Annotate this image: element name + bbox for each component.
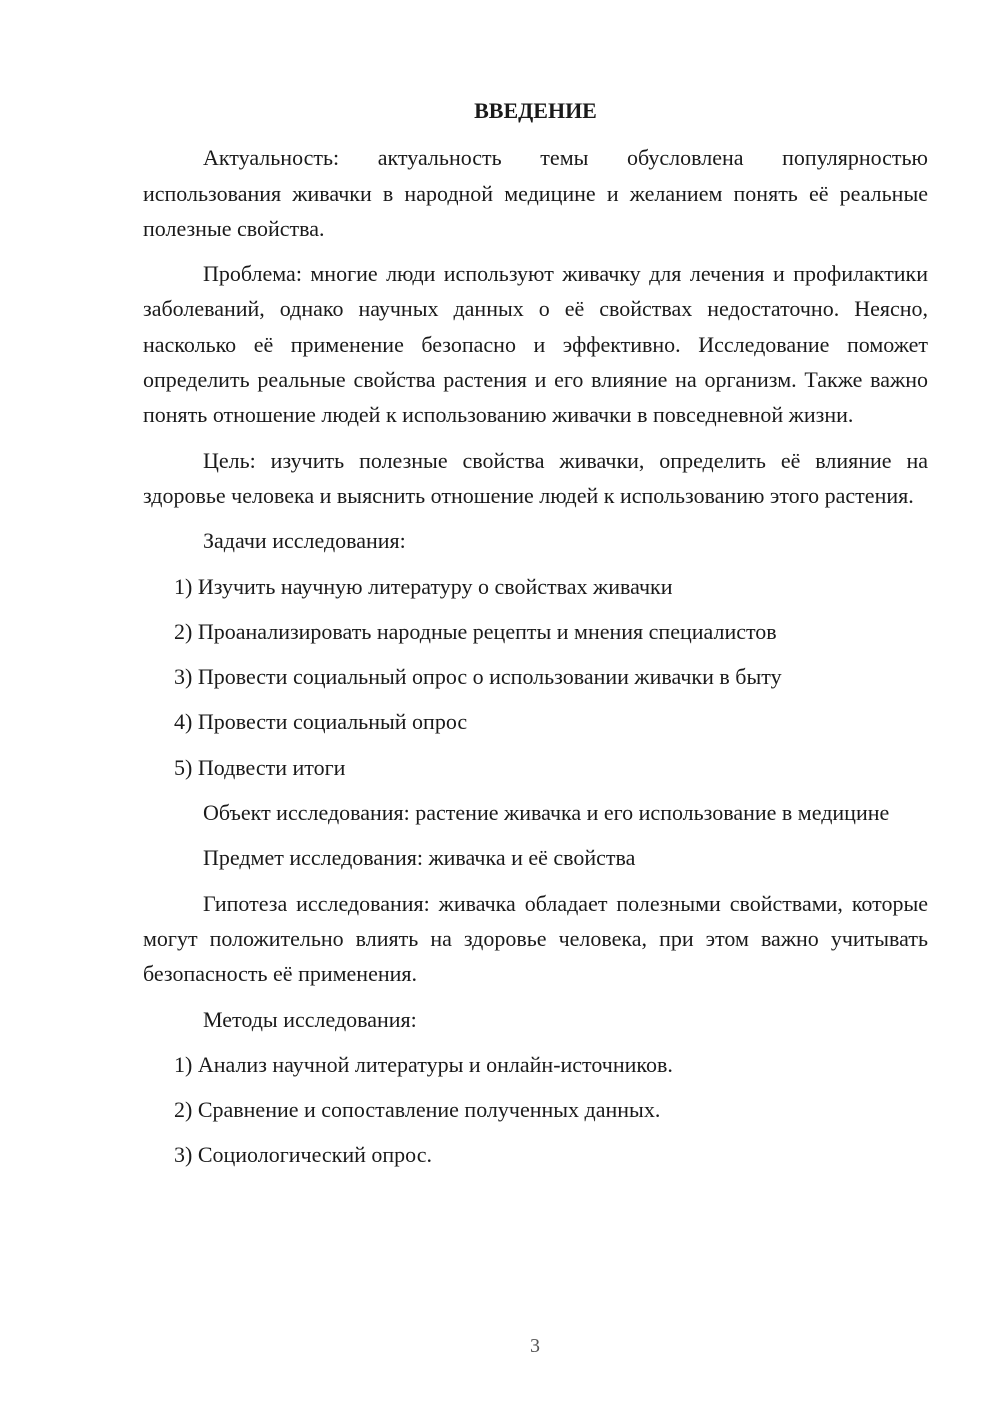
methods-title: Методы исследования: [203,1006,417,1032]
page-number: 3 [530,1335,540,1357]
relevance-paragraph: Актуальность: актуальность темы обусловлена популярностью использования живачки в народной медицине и желанием понять её реальные полезные свойства. [143,145,928,241]
tasks-title: Задачи исследования: [203,528,406,554]
task-item: 4) Провести социальный опрос [174,709,468,735]
goal-paragraph: Цель: изучить полезные свойства живачки, определить её влияние на здоровье человека и выяснить отношение людей к использованию этого растения. [143,447,928,508]
task-item: 2) Проанализировать народные рецепты и мнения специалистов [174,618,777,644]
method-item: 1) Анализ научной литературы и онлайн-источников. [174,1051,673,1077]
task-item: 3) Провести социальный опрос о использовании живачки в быту [174,664,782,690]
task-item: 5) Подвести итоги [174,754,346,780]
section-heading: ВВЕДЕНИЕ [474,98,597,123]
subject-paragraph: Предмет исследования: живачка и её свойства [203,845,636,871]
hypothesis-paragraph: Гипотеза исследования: живачка обладает полезными свойствами, которые могут положительно влиять на здоровье человека, при этом важно учитывать безопасность её применения. [143,890,928,987]
page-content [143,93,928,1183]
method-item: 2) Сравнение и сопоставление полученных данных. [174,1097,661,1123]
object-paragraph: Объект исследования: растение живачка и его использование в медицине [203,800,890,826]
method-item: 3) Социологический опрос. [174,1142,432,1168]
problem-paragraph: Проблема: многие люди используют живачку для лечения и профилактики заболеваний, однако научных данных о её свойствах недостаточно. Неясно, насколько её применение безопасно и эффективно. Исследование поможет определить реальные свойства растения и его влияние на организм. Также важно понять отношение людей к использованию живачки в повседневной жизни. [143,261,928,428]
task-item: 1) Изучить научную литературу о свойствах живачки [174,573,673,599]
